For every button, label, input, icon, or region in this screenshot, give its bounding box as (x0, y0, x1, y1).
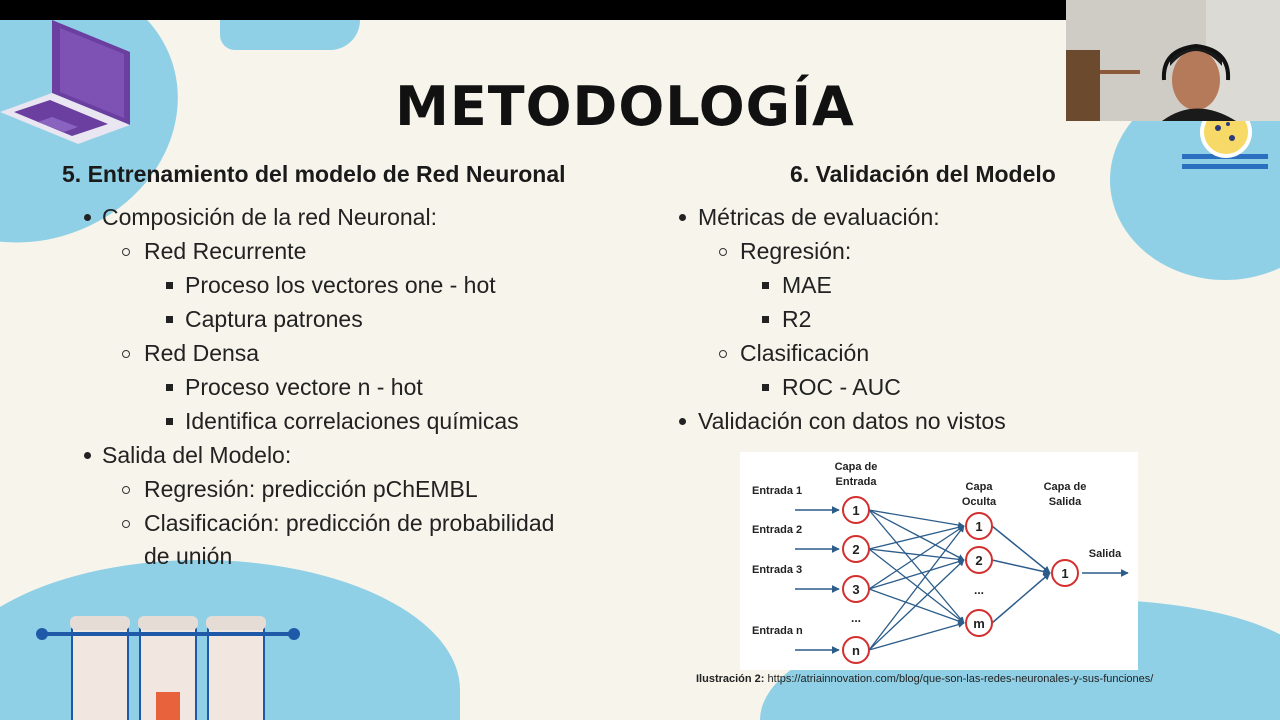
list-item-continuation: de unión (144, 543, 233, 569)
node-label: 2 (975, 553, 983, 568)
node-label: 1 (975, 519, 983, 534)
list-item: Proceso vectore n - hot (185, 374, 423, 400)
node-label: 3 (852, 582, 860, 597)
bullet-square (166, 418, 173, 425)
output-layer-title: Salida (1048, 496, 1082, 508)
connection-arrow (869, 560, 964, 589)
bullet-square (762, 282, 769, 289)
list-item: Regresión: (740, 238, 852, 264)
presenter-video (1066, 0, 1280, 121)
bullet-square (166, 282, 173, 289)
list-item: Métricas de evaluación: (698, 204, 940, 230)
hidden-layer-title: Oculta (961, 496, 997, 508)
list-item: Captura patrones (185, 306, 363, 332)
list-item: R2 (782, 306, 812, 332)
slide-title: METODOLOGÍA (395, 75, 855, 138)
neural-network-diagram (740, 452, 1138, 670)
bullet-square (762, 384, 769, 391)
list-item: Composición de la red Neuronal: (102, 204, 437, 230)
connection-arrow (869, 526, 964, 650)
ellipsis-marker: ... (973, 583, 985, 597)
neural-network-svg (740, 452, 1138, 670)
bullet-ring (719, 248, 727, 256)
bullet-ring (122, 520, 130, 528)
input-label: Entrada 3 (752, 564, 803, 576)
node-label: m (973, 616, 985, 631)
node-label: n (852, 643, 860, 658)
bullet-dot (84, 214, 91, 221)
list-item: Red Recurrente (144, 238, 307, 264)
node-label: 2 (852, 542, 860, 557)
webcam-overlay (1066, 0, 1280, 121)
test-tubes-illustration (30, 610, 330, 720)
ellipsis-marker: ... (850, 611, 862, 625)
connection-arrow (869, 549, 964, 623)
input-label: Entrada 1 (752, 485, 803, 497)
input-layer-title: Capa de (834, 461, 878, 473)
bullet-dot (679, 418, 686, 425)
decor-blob (220, 20, 360, 50)
output-label: Salida (1088, 548, 1122, 560)
bullet-square (762, 316, 769, 323)
connection-arrow (869, 549, 964, 560)
list-item: ROC - AUC (782, 374, 901, 400)
bullet-ring (122, 350, 130, 358)
left-column-heading: 5. Entrenamiento del modelo de Red Neuronal (62, 161, 566, 187)
list-item: Identifica correlaciones químicas (185, 408, 519, 434)
node-label: 1 (1061, 566, 1069, 581)
list-item: Proceso los vectores one - hot (185, 272, 496, 298)
list-item: Clasificación (740, 340, 870, 366)
caption-url: https://atriainnovation.com/blog/que-son-las-redes-neuronales-y-sus-funciones/ (767, 673, 1154, 685)
bullet-ring (122, 248, 130, 256)
list-item: Clasificación: predicción de probabilidad (144, 510, 555, 536)
input-layer-title: Entrada (835, 476, 877, 488)
right-column-heading: 6. Validación del Modelo (790, 161, 1056, 187)
hidden-layer-title: Capa (965, 481, 993, 493)
bullet-ring (122, 486, 130, 494)
bullet-dot (84, 452, 91, 459)
list-item: Red Densa (144, 340, 260, 366)
bullet-square (166, 316, 173, 323)
bullet-ring (719, 350, 727, 358)
list-item: Validación con datos no vistos (698, 408, 1006, 434)
list-item: Salida del Modelo: (102, 442, 292, 468)
input-label: Entrada 2 (752, 524, 803, 536)
list-item: Regresión: predicción pChEMBL (144, 476, 478, 502)
list-item: MAE (782, 272, 832, 298)
caption-label: Ilustración 2: (696, 673, 765, 685)
presentation-slide (0, 20, 1280, 720)
node-label: 1 (852, 503, 860, 518)
figure-caption (696, 673, 1153, 685)
connection-arrow (992, 573, 1050, 623)
bullet-square (166, 384, 173, 391)
input-label: Entrada n (752, 625, 803, 637)
output-layer-title: Capa de (1043, 481, 1087, 493)
bullet-dot (679, 214, 686, 221)
